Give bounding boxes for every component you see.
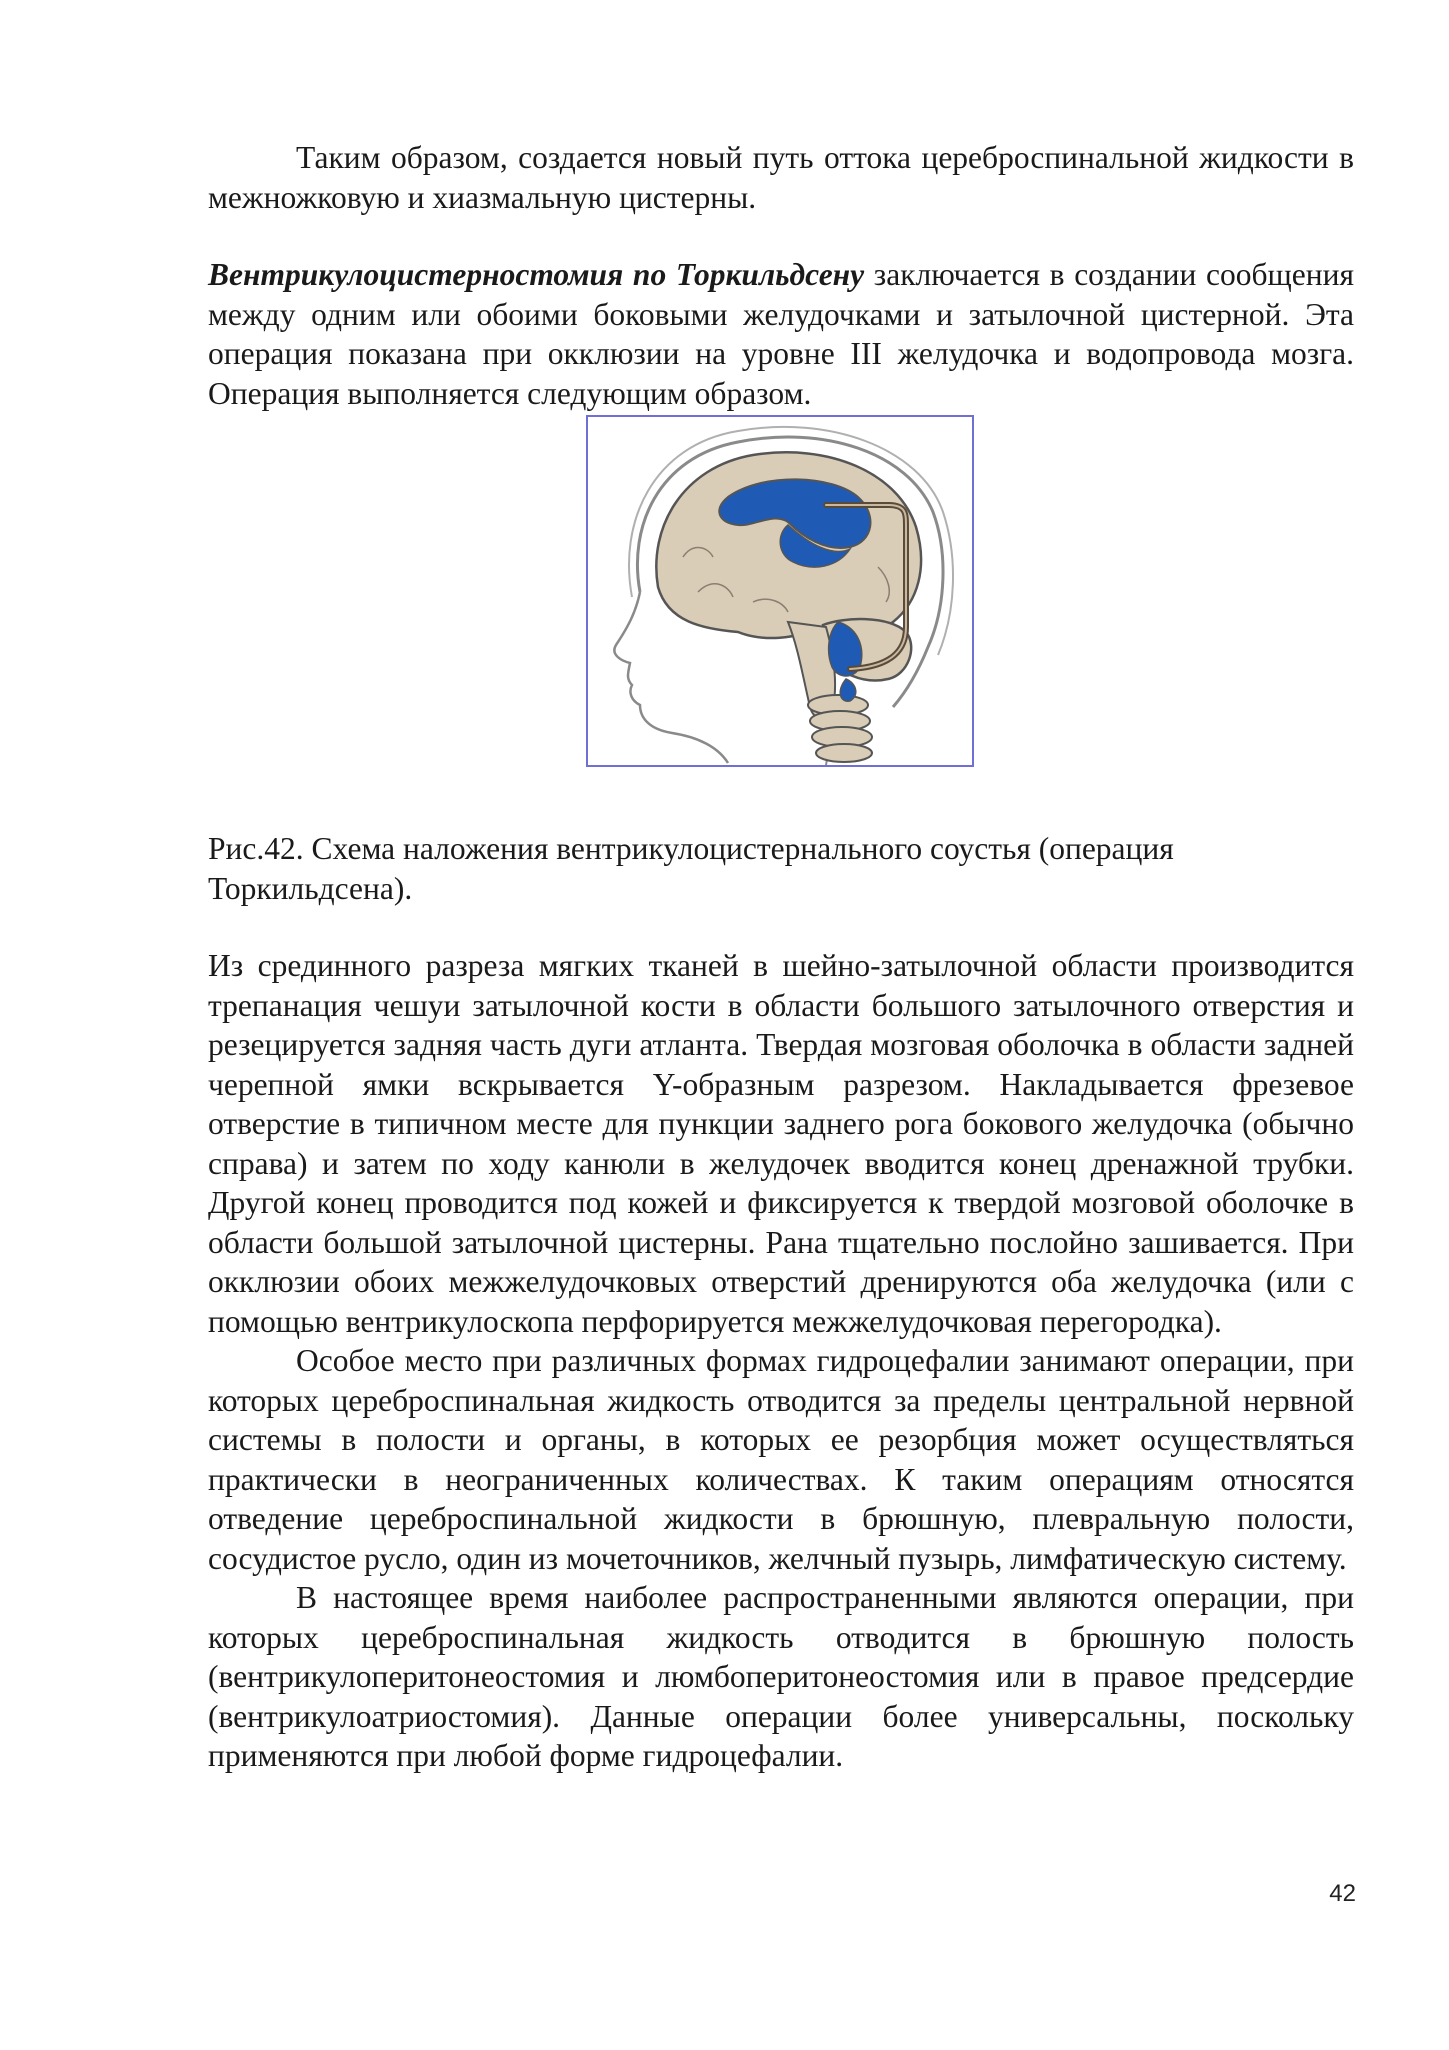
paragraph-3: Из срединного разреза мягких тканей в шейно-затылочной области производится трепанация чешуи затылочной кости в области большого затылочного отверстия и резецируется задняя часть дуги атланта. Твердая мозговая оболочка в области задней черепной ямки вскрывается Y-образным разрезом. Накладывается фрезевое отверстие в типичном месте для пункции заднего рога бокового желудочка (обычно справа) и затем по ходу канюли в желудочек вводится конец дренажной трубки. Другой конец проводится под кожей и фиксируется к твердой мозговой оболочке в области большой затылочной цистерны. Рана тщательно послойно зашивается. При окклюзии обоих межжелудочковых отверстий дренируются оба желудочка (или с помощью вентрикулоскопа перфорируется межжелудочковая перегородка). [208,948,1354,1339]
figure-42-illustration [586,415,974,767]
brain-shunt-diagram [588,417,972,765]
paragraph-1: Таким образом, создается новый путь оттока цереброспинальной жидкости в межножковую и хиазмальную цистерны. [208,140,1354,215]
spinal-segments [808,695,872,762]
paragraph-2-text: заключается в создании сообщения между одним или обоими боковыми желудочками и затылочной цистерной. Эта операция показана при окклюзии на уровне III желудочка и водопровода мозга. Операция выполняется следующим образом. [208,257,1354,411]
paragraph-4: Особое место при различных формах гидроцефалии занимают операции, при которых цереброспинальная жидкость отводится за пределы центральной нервной системы в полости и органы, в которых ее резорбция может осуществляться практически в неограниченных количествах. К таким операциям относятся отведение цереброспинальной жидкости в брюшную, плевральную полости, сосудистое русло, один из мочеточников, желчный пузырь, лимфатическую систему. [208,1343,1354,1576]
paragraph-gap [208,217,1354,255]
paragraph-gap [208,908,1354,946]
document-page [208,138,1354,1776]
paragraph-5: В настоящее время наиболее распространенными являются операции, при которых цереброспинальная жидкость отводится в брюшную полость (вентрикулоперитонеостомия и люмбоперитонеостомия или в правое предсердие (вентрикулоатриостомия). Данные операции более универсальны, поскольку применяются при любой форме гидроцефалии. [208,1580,1354,1773]
figure-container [208,415,1354,789]
cistern-lower [840,679,856,701]
figure-caption: Рис.42. Схема наложения вентрикулоцистернального соустья (операция Торкильдсена). [208,831,1174,906]
page-number: 42 [1329,1880,1356,1907]
term-torkildsen: Вентрикулоцистерностомия по Торкильдсену [208,257,865,292]
paragraph-2 [208,255,1354,413]
